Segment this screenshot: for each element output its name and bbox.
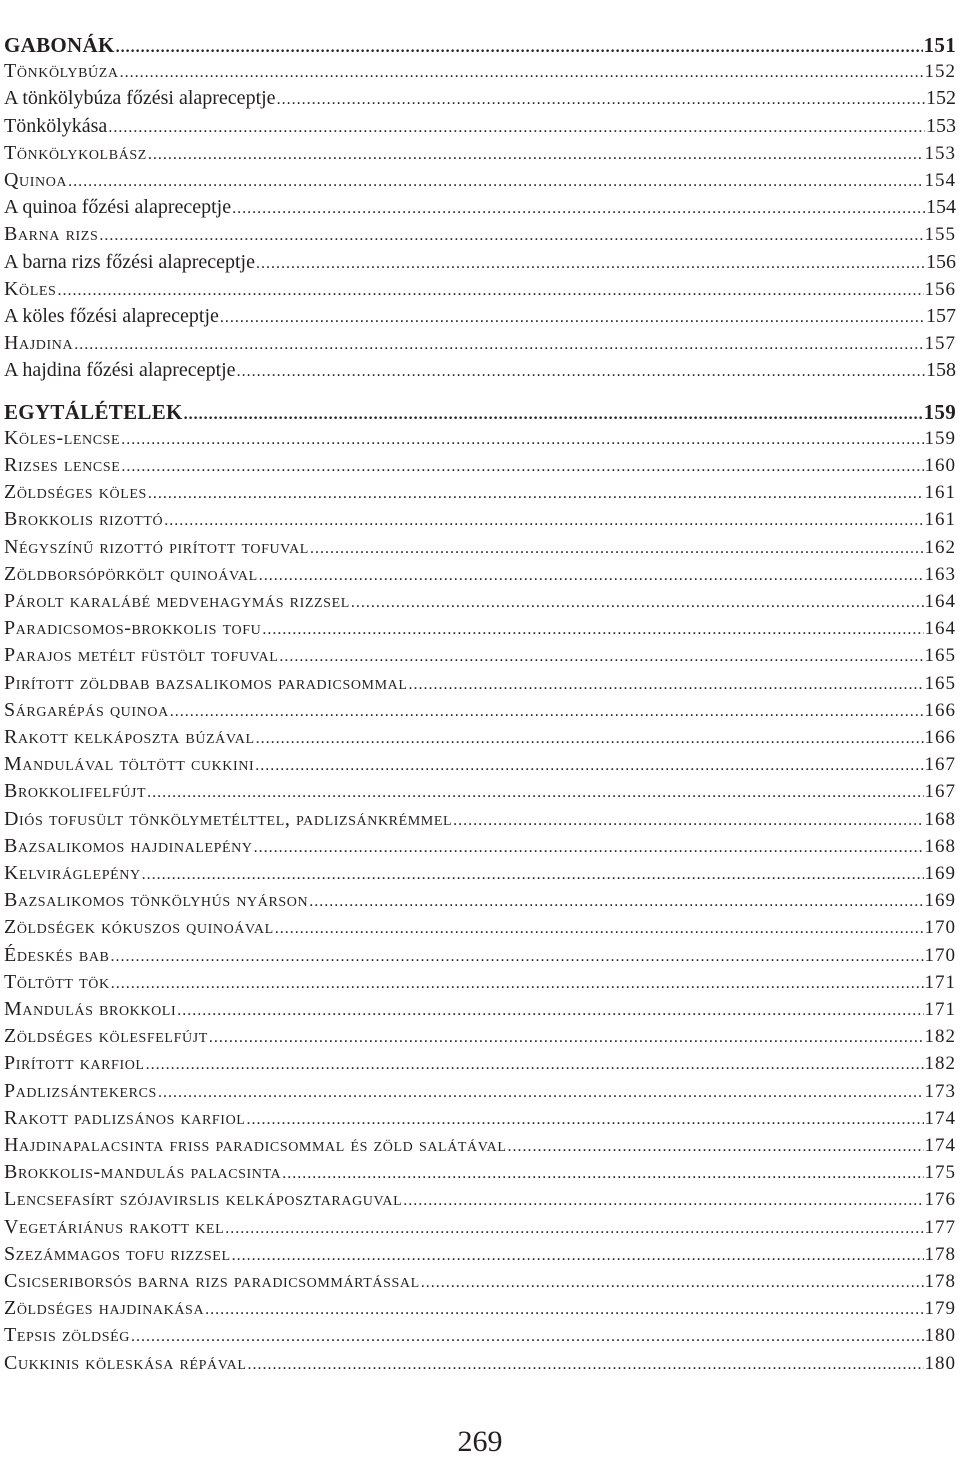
dot-leader xyxy=(111,975,924,993)
entry-page-number: 173 xyxy=(924,1080,956,1102)
entry-page-number: 178 xyxy=(924,1271,956,1292)
entry-page-number: 162 xyxy=(924,536,956,558)
dot-leader xyxy=(148,146,924,164)
entry-page-number: 165 xyxy=(924,672,956,694)
entry-page-number: 165 xyxy=(924,645,956,667)
entry-title: Brokkolis-mandulás palacsinta xyxy=(4,1161,282,1184)
toc-entry[interactable] xyxy=(4,1243,956,1270)
toc-entry[interactable] xyxy=(4,1270,956,1297)
dot-leader xyxy=(237,363,925,381)
toc-entry[interactable] xyxy=(4,1080,956,1107)
toc-entry[interactable] xyxy=(4,1025,956,1052)
dot-leader xyxy=(111,948,924,966)
dot-leader xyxy=(275,920,924,938)
entry-page-number: 170 xyxy=(924,944,956,966)
toc-entry[interactable] xyxy=(4,699,956,726)
dot-leader xyxy=(108,119,925,137)
toc-entry[interactable] xyxy=(4,998,956,1025)
dot-leader xyxy=(131,1328,924,1346)
toc-entry[interactable] xyxy=(4,1052,956,1079)
dot-leader xyxy=(246,1111,923,1129)
toc-entry[interactable] xyxy=(4,427,956,454)
dot-leader xyxy=(254,839,924,857)
toc-entry[interactable] xyxy=(4,332,956,359)
toc-entry[interactable] xyxy=(4,1324,956,1351)
dot-leader xyxy=(209,1029,924,1047)
dot-leader xyxy=(232,200,925,218)
entry-title: A quinoa főzési alapreceptje xyxy=(4,196,232,219)
entry-title: Brokkolis rizottó xyxy=(4,508,164,531)
toc-entry[interactable] xyxy=(4,862,956,889)
toc-entry[interactable] xyxy=(4,251,956,278)
dot-leader xyxy=(121,431,923,449)
entry-title: Töltött tök xyxy=(4,970,110,993)
dot-leader xyxy=(409,676,924,694)
dot-leader xyxy=(262,621,923,639)
entry-title: Rizses lencse xyxy=(4,454,121,476)
section-title: EGYTÁLÉTELEK xyxy=(4,399,183,424)
entry-page-number: 180 xyxy=(924,1325,956,1347)
entry-title: Tönkölykása xyxy=(4,114,108,137)
section-page-number: 151 xyxy=(923,33,956,57)
entry-page-number: 161 xyxy=(924,482,956,504)
entry-title: Pirított karfiol xyxy=(4,1052,145,1075)
entry-title: Kelviráglepény xyxy=(4,862,141,884)
dot-leader xyxy=(74,336,923,354)
dot-leader xyxy=(282,1165,923,1183)
entry-title: Parajos metélt füstölt tofuval xyxy=(4,644,279,667)
dot-leader xyxy=(68,173,923,191)
dot-leader xyxy=(310,540,924,558)
entry-page-number: 164 xyxy=(924,618,956,640)
entry-page-number: 180 xyxy=(924,1352,956,1374)
entry-title: Zöldborsópörkölt quinoával xyxy=(4,562,258,585)
entry-page-number: 171 xyxy=(924,999,956,1020)
entry-title: Köles xyxy=(4,277,57,300)
entry-page-number: 161 xyxy=(924,509,956,531)
entry-title: Bazsalikomos hajdinalepény xyxy=(4,834,253,857)
dot-leader xyxy=(99,227,923,245)
entry-title: Brokkolifelfújt xyxy=(4,780,147,803)
entry-title: A barna rizs főzési alapreceptje xyxy=(4,250,255,273)
dot-leader xyxy=(158,1084,924,1102)
entry-title: Zöldséges köles xyxy=(4,481,147,504)
entry-page-number: 168 xyxy=(924,808,956,830)
entry-page-number: 156 xyxy=(926,250,956,273)
dot-leader xyxy=(256,255,925,273)
entry-page-number: 171 xyxy=(924,971,956,993)
entry-page-number: 156 xyxy=(924,278,956,300)
entry-title: Zöldségek kókuszos quinoával xyxy=(4,916,274,939)
entry-title: Mandulával töltött cukkini xyxy=(4,753,255,776)
dot-leader xyxy=(170,703,924,721)
entry-title: Szezámmagos tofu rizzsel xyxy=(4,1242,231,1265)
entry-title: Rakott padlizsános karfiol xyxy=(4,1106,246,1129)
entry-title: Pirított zöldbab bazsalikomos paradicsommal xyxy=(4,671,408,694)
toc-entry[interactable] xyxy=(4,1188,956,1215)
toc-entry[interactable] xyxy=(4,1352,956,1379)
entry-page-number: 168 xyxy=(924,835,956,857)
dot-leader xyxy=(508,1138,924,1156)
dot-leader xyxy=(57,282,923,300)
entry-page-number: 175 xyxy=(924,1162,956,1184)
toc-entry[interactable] xyxy=(4,87,956,114)
entry-page-number: 167 xyxy=(924,781,956,803)
toc-entry[interactable] xyxy=(4,278,956,305)
toc-entry[interactable] xyxy=(4,753,956,780)
toc-entry[interactable] xyxy=(4,808,956,835)
entry-title: Édeskés bab xyxy=(4,943,110,966)
entry-page-number: 164 xyxy=(924,591,956,612)
toc-entry[interactable] xyxy=(4,617,956,644)
entry-title: Rakott kelkáposzta búzával xyxy=(4,726,255,748)
entry-page-number: 177 xyxy=(924,1216,956,1238)
dot-leader xyxy=(142,866,924,884)
entry-title: Tönkölybúza xyxy=(4,60,119,83)
dot-leader xyxy=(177,1002,923,1020)
entry-title: Mandulás brokkoli xyxy=(4,998,177,1020)
dot-leader xyxy=(247,1356,923,1374)
entry-page-number: 159 xyxy=(924,427,956,449)
entry-title: A tönkölybúza főzési alapreceptje xyxy=(4,87,276,110)
toc-entry[interactable] xyxy=(4,305,956,332)
dot-leader xyxy=(277,91,925,109)
toc-entry[interactable] xyxy=(4,142,956,169)
entry-page-number: 182 xyxy=(924,1026,956,1048)
entry-title: Sárgarépás quinoa xyxy=(4,698,169,721)
entry-page-number: 157 xyxy=(924,333,956,355)
entry-title: Hajdina xyxy=(4,332,74,355)
dot-leader xyxy=(205,1301,923,1319)
entry-title: Hajdinapalacsinta friss paradicsommal és zöld salátával xyxy=(4,1134,507,1156)
entry-page-number: 158 xyxy=(926,359,956,382)
toc-entry[interactable] xyxy=(4,196,956,223)
entry-page-number: 169 xyxy=(924,890,956,912)
entry-page-number: 160 xyxy=(924,455,956,476)
toc-entry[interactable] xyxy=(4,780,956,807)
page-number: 269 xyxy=(457,1425,503,1458)
entry-title: Padlizsántekercs xyxy=(4,1079,157,1102)
toc-entry[interactable] xyxy=(4,481,956,508)
dot-leader xyxy=(220,309,925,327)
section-heading[interactable] xyxy=(4,400,956,427)
toc-entry[interactable] xyxy=(4,60,956,87)
entry-page-number: 152 xyxy=(926,87,956,110)
entry-page-number: 166 xyxy=(924,727,956,748)
dot-leader xyxy=(121,458,923,476)
dot-leader xyxy=(421,1274,924,1292)
entry-title: Zöldséges kölesfelfújt xyxy=(4,1025,208,1048)
entry-page-number: 176 xyxy=(924,1189,956,1211)
dot-leader xyxy=(232,1247,924,1265)
dot-leader xyxy=(403,1192,923,1210)
dot-leader xyxy=(116,39,923,57)
section-page-number: 159 xyxy=(923,399,956,424)
section-heading[interactable] xyxy=(4,33,956,60)
toc-entry[interactable] xyxy=(4,359,956,386)
toc-entry[interactable] xyxy=(4,916,956,943)
entry-page-number: 167 xyxy=(924,754,956,776)
toc-entry[interactable] xyxy=(4,889,956,916)
entry-title: Négyszínű rizottó pirított tofuval xyxy=(4,535,309,558)
dot-leader xyxy=(453,812,923,830)
toc-entry[interactable] xyxy=(4,590,956,617)
dot-leader xyxy=(184,406,923,424)
toc-entry[interactable] xyxy=(4,644,956,671)
entry-title: Cukkinis köleskása répával xyxy=(4,1351,247,1374)
entry-page-number: 152 xyxy=(924,61,956,83)
toc-entry[interactable] xyxy=(4,508,956,535)
entry-page-number: 153 xyxy=(926,114,956,137)
entry-title: Paradicsomos-brokkolis tofu xyxy=(4,617,262,640)
entry-title: Lencsefasírt szójavirslis kelkáposztaraguval xyxy=(4,1188,403,1211)
entry-page-number: 163 xyxy=(924,563,956,585)
entry-title: Tepsis zöldség xyxy=(4,1324,130,1347)
toc-entry[interactable] xyxy=(4,672,956,699)
entry-page-number: 153 xyxy=(924,142,956,164)
entry-title: Köles-lencse xyxy=(4,426,121,449)
toc-entry[interactable] xyxy=(4,1107,956,1134)
dot-leader xyxy=(146,1056,924,1074)
toc-entry[interactable] xyxy=(4,1216,956,1243)
entry-page-number: 170 xyxy=(924,917,956,939)
dot-leader xyxy=(255,757,923,775)
entry-title: Csicseriborsós barna rizs paradicsommártással xyxy=(4,1270,420,1292)
toc-entry[interactable] xyxy=(4,1161,956,1188)
dot-leader xyxy=(309,893,923,911)
toc-entry[interactable] xyxy=(4,835,956,862)
toc-entry[interactable] xyxy=(4,1297,956,1324)
entry-title: Quinoa xyxy=(4,169,68,191)
toc-entry[interactable] xyxy=(4,563,956,590)
dot-leader xyxy=(225,1220,923,1238)
toc-entry[interactable] xyxy=(4,536,956,563)
entry-page-number: 174 xyxy=(924,1135,956,1156)
dot-leader xyxy=(351,594,924,612)
entry-page-number: 166 xyxy=(924,699,956,721)
entry-page-number: 174 xyxy=(924,1107,956,1129)
entry-title: A hajdina főzési alapreceptje xyxy=(4,359,236,382)
entry-page-number: 154 xyxy=(926,196,956,219)
toc-entry[interactable] xyxy=(4,115,956,142)
entry-page-number: 182 xyxy=(924,1053,956,1075)
entry-title: Tönkölykolbász xyxy=(4,141,147,164)
entry-title: Vegetáriánus rakott kel xyxy=(4,1215,225,1238)
section-title: GABONÁK xyxy=(4,33,115,57)
toc-entry[interactable] xyxy=(4,726,956,753)
entry-title: Barna rizs xyxy=(4,223,99,246)
dot-leader xyxy=(164,512,923,530)
dot-leader xyxy=(148,485,924,503)
entry-page-number: 179 xyxy=(924,1298,956,1320)
toc-entry[interactable] xyxy=(4,1134,956,1161)
dot-leader xyxy=(120,64,924,82)
dot-leader xyxy=(259,567,924,585)
toc-entry[interactable] xyxy=(4,169,956,196)
toc-entry[interactable] xyxy=(4,223,956,250)
entry-page-number: 155 xyxy=(924,224,956,246)
entry-title: A köles főzési alapreceptje xyxy=(4,305,219,327)
toc-entry[interactable] xyxy=(4,971,956,998)
entry-title: Diós tofusült tönkölymetélttel, padlizsánkrémmel xyxy=(4,807,453,830)
entry-page-number: 157 xyxy=(926,305,956,327)
toc-entry[interactable] xyxy=(4,454,956,481)
entry-page-number: 169 xyxy=(924,863,956,884)
entry-page-number: 178 xyxy=(924,1243,956,1265)
entry-title: Párolt karalábé medvehagymás rizzsel xyxy=(4,590,350,612)
entry-title: Zöldséges hajdinakása xyxy=(4,1297,205,1320)
entry-title: Bazsalikomos tönkölyhús nyárson xyxy=(4,889,309,912)
dot-leader xyxy=(256,730,924,748)
dot-leader xyxy=(279,648,923,666)
toc-entry[interactable] xyxy=(4,944,956,971)
entry-page-number: 154 xyxy=(924,170,956,191)
dot-leader xyxy=(147,784,923,802)
